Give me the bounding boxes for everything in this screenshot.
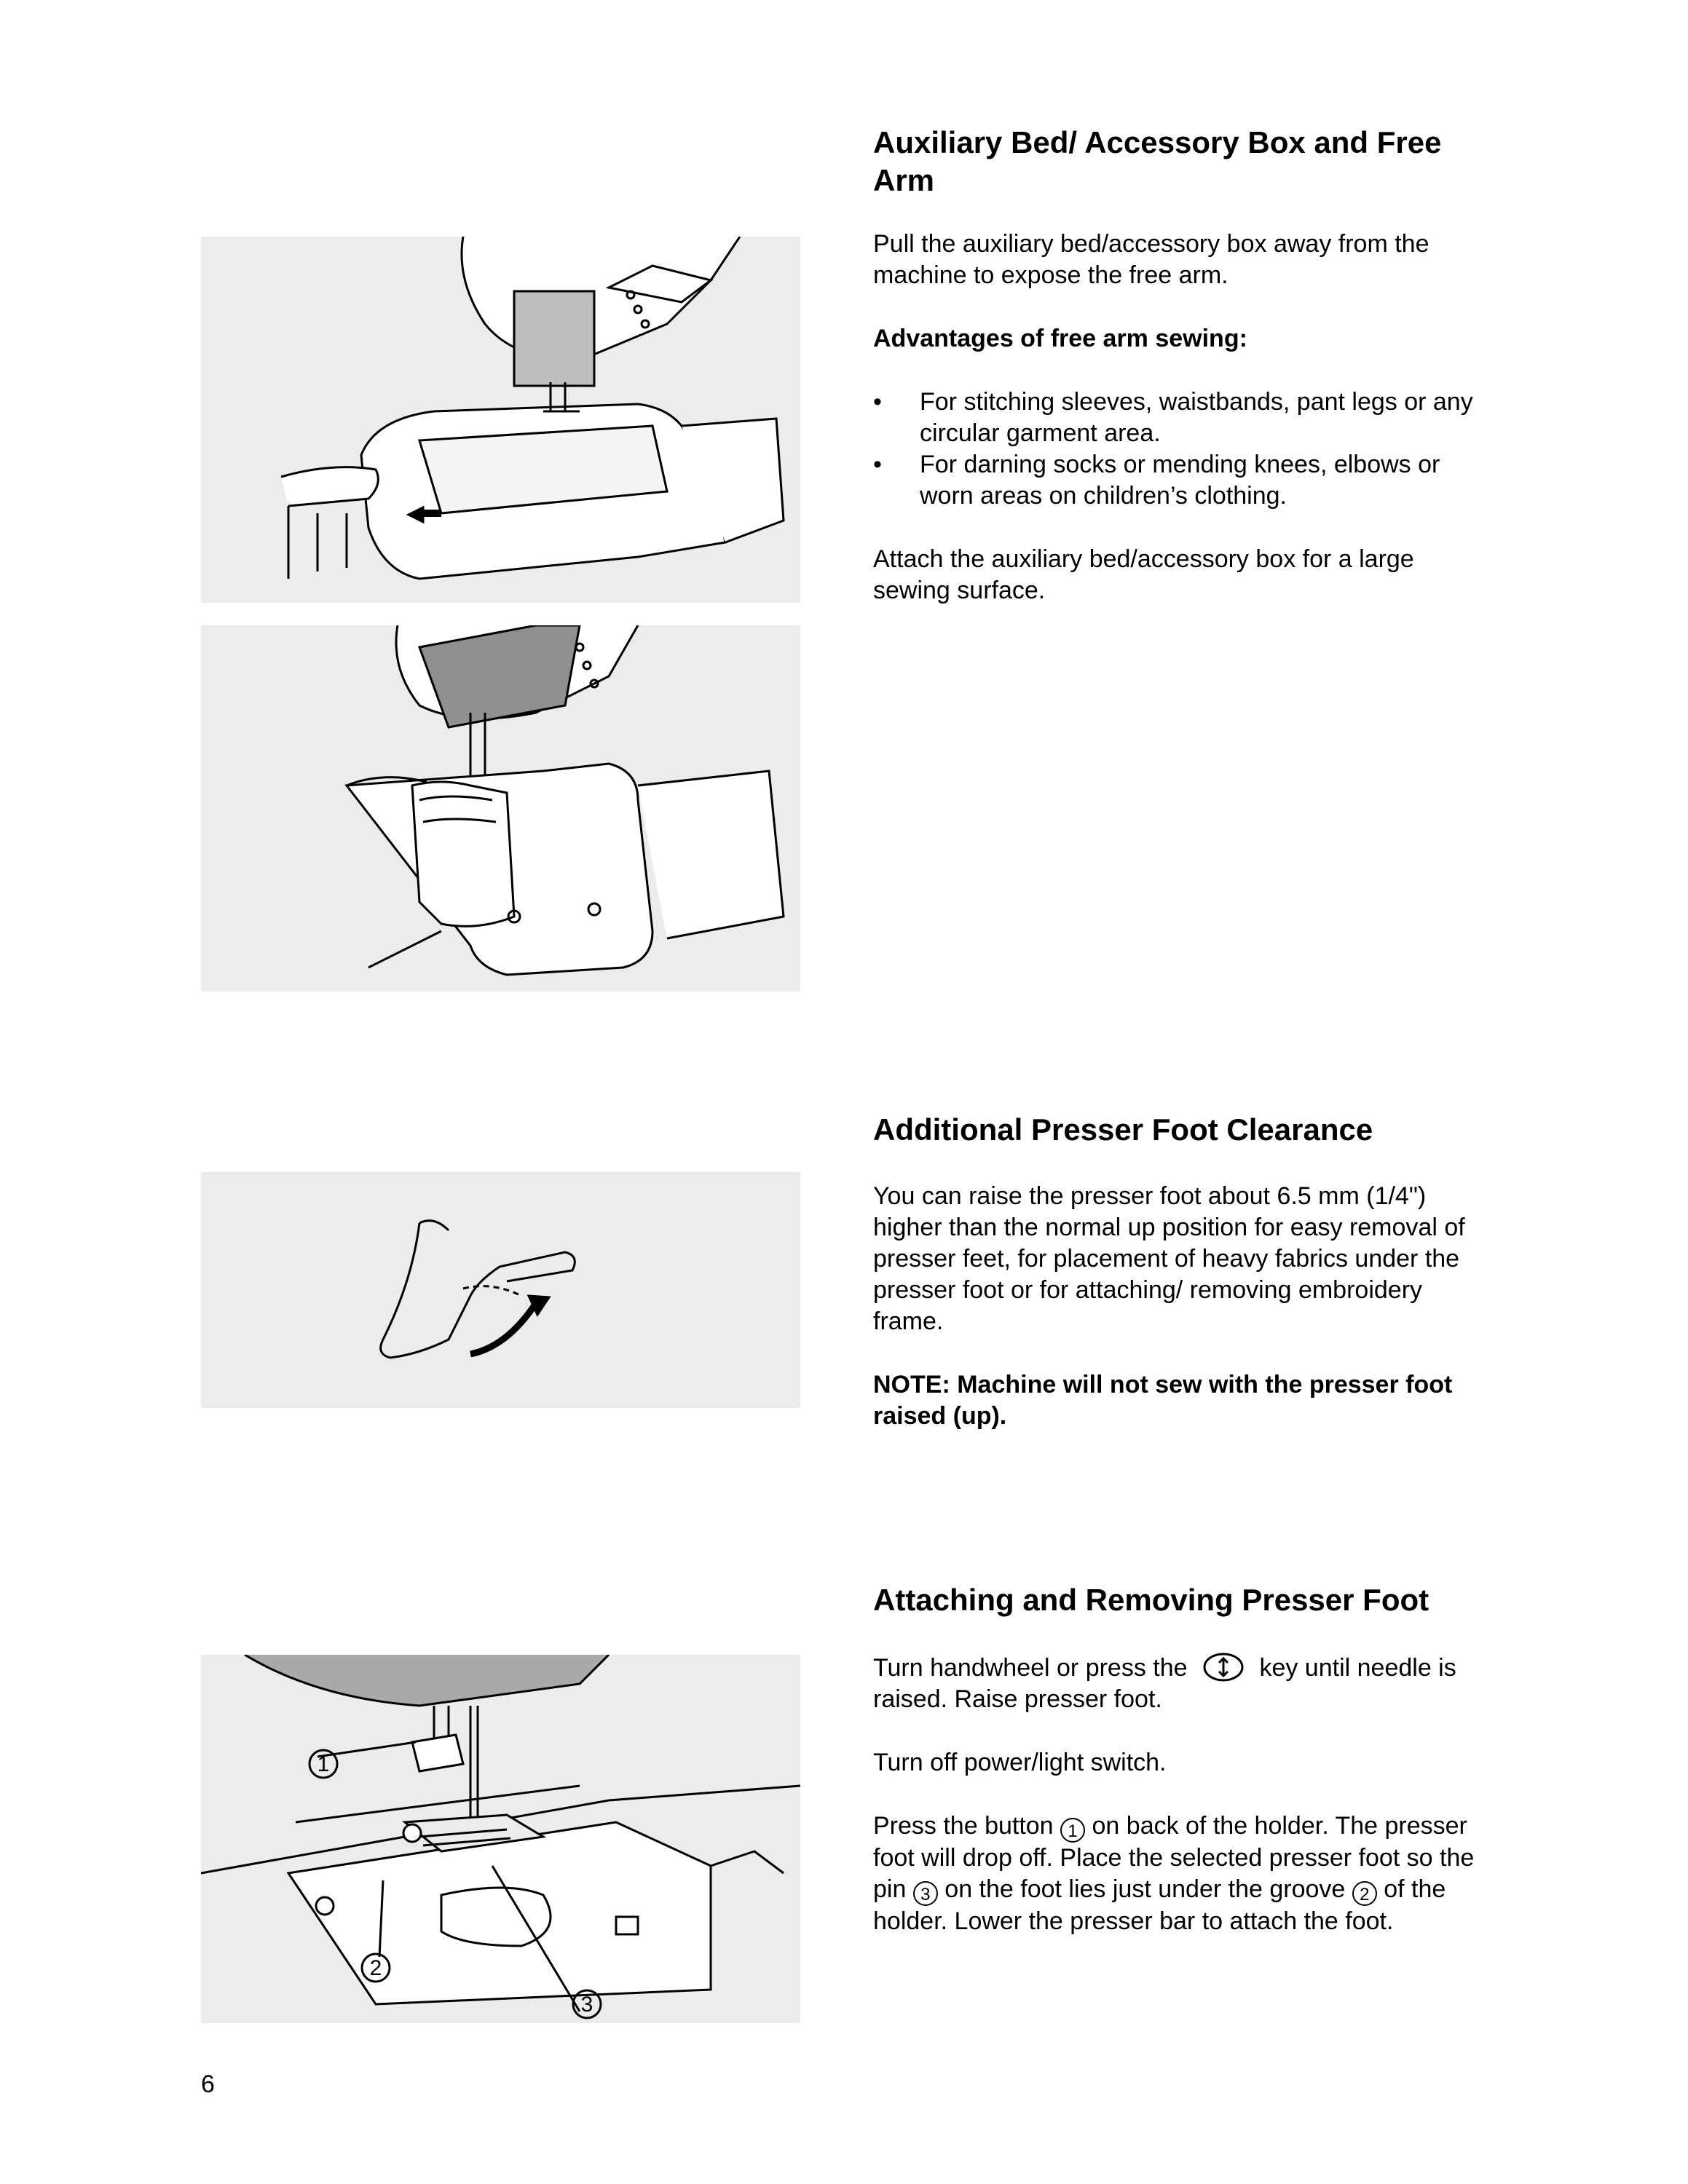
illustration-free-arm-removal xyxy=(201,237,800,603)
step-attach-paragraph xyxy=(873,1811,1492,1937)
section-auxiliary-bed xyxy=(873,124,1499,606)
step-needle-text-a: Turn handwheel or press the xyxy=(873,1654,1188,1682)
list-item-text: For darning socks or mending knees, elbows or worn areas on children’s clothing. xyxy=(920,451,1440,510)
callout-2-marker: 2 xyxy=(1352,1881,1377,1906)
illustration-presser-lever xyxy=(201,1172,800,1408)
step-needle-text-b: key until needle is raised. Raise presser foot. xyxy=(873,1654,1456,1713)
step-needle-paragraph xyxy=(873,1651,1492,1715)
list-item-text: For stitching sleeves, waistbands, pant legs or any circular garment area. xyxy=(920,388,1473,447)
list-item xyxy=(873,449,1478,512)
illustration-presser-foot-holder xyxy=(201,1655,800,2023)
advantages-list xyxy=(873,387,1478,512)
list-item xyxy=(873,387,1478,449)
bullet-icon: • xyxy=(873,451,882,478)
section-presser-clearance xyxy=(873,1111,1499,1432)
callout-1-label: 1 xyxy=(317,1752,330,1776)
intro-paragraph: Pull the auxiliary bed/accessory box away from the machine to expose the free arm. xyxy=(873,230,1429,289)
step-attach-text-a: Press the button xyxy=(873,1812,1054,1840)
step-attach-text-c: on the foot lies just under the groove xyxy=(944,1875,1346,1903)
page-number: 6 xyxy=(201,2070,215,2098)
bullet-icon: • xyxy=(873,388,882,416)
free-arm-removal-drawing xyxy=(201,237,800,603)
section-attach-presser-foot xyxy=(873,1581,1499,1937)
callout-3-label: 3 xyxy=(580,1993,593,2017)
section-title: Attaching and Removing Presser Foot xyxy=(873,1583,1429,1617)
free-arm-sewing-drawing xyxy=(201,625,800,992)
presser-lever-drawing xyxy=(201,1172,800,1408)
advantages-heading: Advantages of free arm sewing: xyxy=(873,325,1247,352)
presser-foot-holder-drawing xyxy=(201,1655,800,2023)
needle-up-down-key-icon xyxy=(1202,1651,1245,1683)
step-attach-text-d: of the holder. Lower the presser bar to attach the foot. xyxy=(873,1875,1446,1935)
step-attach-text-b: on back of the holder. The presser foot will drop off. Place the selected presser foot so the pin xyxy=(873,1812,1475,1903)
callout-1-marker: 1 xyxy=(1060,1818,1085,1843)
outro-paragraph: Attach the auxiliary bed/accessory box for a large sewing surface. xyxy=(873,545,1414,604)
callout-2-label: 2 xyxy=(369,1956,382,1980)
note-paragraph: NOTE: Machine will not sew with the presser foot raised (up). xyxy=(873,1371,1453,1430)
section-title: Auxiliary Bed/ Accessory Box and Free Arm xyxy=(873,125,1442,197)
illustration-free-arm-sewing xyxy=(201,625,800,992)
callout-3-marker: 3 xyxy=(913,1881,938,1906)
section-title: Additional Presser Foot Clearance xyxy=(873,1112,1373,1147)
step-power-paragraph: Turn off power/light switch. xyxy=(873,1749,1167,1776)
clearance-paragraph: You can raise the presser foot about 6.5 mm (1/4") higher than the normal up position for easy removal of presser feet, for placement of heavy fabrics under the presser foot or for attaching/ removing embroidery frame. xyxy=(873,1182,1465,1335)
